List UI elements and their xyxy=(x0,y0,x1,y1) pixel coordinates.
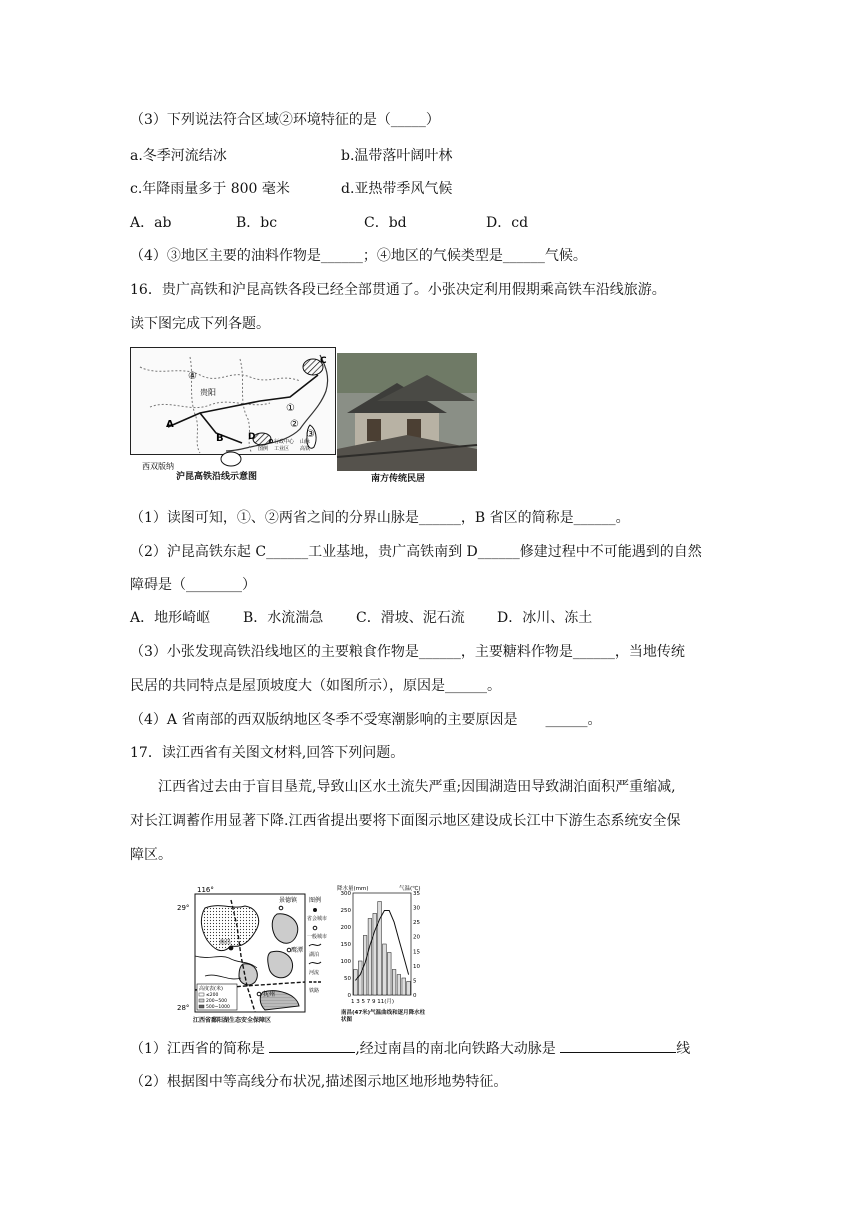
poyang-map-caption: 江西省鄱阳湖生态安全保障区 xyxy=(193,1017,272,1024)
q16-part2-line1: （2）沪昆高铁东起 C______工业基地，贵广高铁南到 D______修建过程中不可能遇到的自然 xyxy=(130,544,702,560)
photo-caption: 南方传统民居 xyxy=(371,474,426,484)
y-tick-right: 20 xyxy=(413,934,420,941)
legend-lake: 湖泊 xyxy=(309,952,320,958)
city-fuzhou: 抚州 xyxy=(263,991,276,998)
q17-paragraph-line2: 对长江调蓄作用显著下降.江西省提出要将下面图示地区建设成长江中下游生态系统安全保 xyxy=(130,813,681,829)
q16-intro: 16．贵广高铁和沪昆高铁各段已经全部贯通了。小张决定利用假期乘高铁车沿线旅游。 xyxy=(130,282,666,298)
q17-part1 xyxy=(130,1038,690,1059)
lat29-label: 29° xyxy=(177,904,190,912)
poyang-map-drawing xyxy=(177,886,335,1026)
q17-paragraph-line3: 障区。 xyxy=(130,847,172,863)
q16-choice-c: C．滑坡、泥石流 xyxy=(356,610,465,626)
traditional-house-photo xyxy=(337,353,477,485)
elev-title: 高度表(米) xyxy=(199,986,223,992)
y-tick-left: 250 xyxy=(340,908,351,914)
city-yingtan: 鹰潭 xyxy=(291,947,304,954)
map-legend-title: 图例 xyxy=(258,446,269,452)
y-tick-left: 50 xyxy=(344,976,351,982)
climate-chart-caption: 南昌(47米)气温曲线和逐月降水柱状图 xyxy=(341,1010,426,1023)
legend-rail: 铁路 xyxy=(309,988,320,994)
precip-bar xyxy=(392,970,396,996)
q16-part3-line1: （3）小张发现高铁沿线地区的主要粮食作物是______，主要糖料作物是______，当地传统 xyxy=(130,644,685,660)
q15-choice-a: A．ab xyxy=(130,215,172,231)
q16-part3-line2: 民居的共同特点是屋顶坡度大（如图所示），原因是______。 xyxy=(130,678,501,694)
y-tick-right: 5 xyxy=(413,978,417,985)
elev-1: ≤200 xyxy=(206,993,219,998)
map-label-4: ④ xyxy=(188,371,197,382)
map-legend-rail: 高铁 xyxy=(300,446,311,452)
chart-ylabel-left: 降水量(mm) xyxy=(337,886,369,892)
elev-2: 200~500 xyxy=(206,999,227,1004)
map-label-d: D xyxy=(248,432,256,442)
q15-choice-b: B．bc xyxy=(236,215,278,231)
climate-chart-svg xyxy=(337,883,437,1011)
y-tick-left: 150 xyxy=(340,942,351,948)
q16-part1: （1）读图可知，①、②两省之间的分界山脉是______，B 省区的简称是______。 xyxy=(130,510,630,526)
y-tick-left: 300 xyxy=(340,891,351,897)
precip-bar xyxy=(402,978,406,995)
legend-capital: 省会城市 xyxy=(307,916,328,922)
map-label-xishuangbanna: 西双版纳 xyxy=(142,462,174,471)
q15-option-b: b.温带落叶阔叶林 xyxy=(341,148,453,164)
q17-paragraph-line1: 江西省过去由于盲目垦荒,导致山区水土流失严重;因围湖造田导致湖泊面积严重缩减, xyxy=(158,779,676,795)
q15-choice-c: C．bd xyxy=(364,215,407,231)
city-nanchang: 南昌 xyxy=(219,939,232,946)
y-tick-right: 35 xyxy=(413,891,420,897)
q16-choice-d: D．冰川、冻土 xyxy=(497,610,593,626)
y-tick-right: 15 xyxy=(413,949,420,956)
y-tick-right: 0 xyxy=(413,993,417,999)
q17-intro: 17．读江西省有关图文材料,回答下列问题。 xyxy=(130,745,405,761)
y-tick-right: 10 xyxy=(413,963,420,970)
q15-option-d: d.亚热带季风气候 xyxy=(341,181,453,197)
x-tick-labels: 1 3 5 7 9 11(月) xyxy=(351,999,395,1005)
legend-city: 一般城市 xyxy=(307,934,328,940)
precip-bar xyxy=(383,944,387,995)
q15-part3: （3）下列说法符合区域②环境特征的是（_____） xyxy=(130,112,440,128)
y-tick-right: 30 xyxy=(413,905,420,912)
lat28-label: 28° xyxy=(177,1004,190,1012)
poyang-lake-map xyxy=(177,886,335,1026)
q17-part2: （2）根据图中等高线分布状况,描述图示地区地形地势特征。 xyxy=(130,1074,508,1090)
map-legend-industry: 工业区 xyxy=(274,446,290,452)
precip-bar xyxy=(368,919,372,996)
map-drawing xyxy=(130,347,336,471)
q16-part2-line2: 障碍是（________） xyxy=(130,577,256,593)
map-legend-admin: 行政中心 xyxy=(274,439,295,445)
q16-part4: （4）A 省南部的西双版纳地区冬季不受寒潮影响的主要原因是 ______。 xyxy=(130,712,602,728)
q15-part4: （4）③地区主要的油料作物是______；④地区的气候类型是______气候。 xyxy=(130,248,587,264)
precip-bar xyxy=(397,975,401,995)
precip-bar xyxy=(407,981,411,995)
y-tick-left: 100 xyxy=(340,959,351,965)
precip-bar xyxy=(354,970,358,996)
map-legend-mountain: 山脉 xyxy=(300,439,311,445)
precip-bar xyxy=(358,961,362,995)
legend-title: 图例 xyxy=(309,897,322,904)
map-label-b: B xyxy=(216,433,224,444)
precip-bar xyxy=(387,953,391,996)
q17-part1-suffix: 线 xyxy=(676,1041,691,1057)
q15-option-a: a.冬季河流结冰 xyxy=(130,148,227,164)
lon-label: 116° xyxy=(197,886,214,894)
y-tick-left: 0 xyxy=(347,993,351,999)
house-image xyxy=(337,353,477,471)
q17-part1-mid: ,经过南昌的南北向铁路大动脉是 xyxy=(355,1041,561,1057)
map-label-guiyang: 贵阳 xyxy=(200,388,216,397)
nanchang-climate-chart xyxy=(337,883,437,1028)
legend-river: 河流 xyxy=(309,970,320,976)
q15-choice-d: D．cd xyxy=(486,215,529,231)
elev-3: 500~1000 xyxy=(206,1005,230,1010)
answer-blank-abbreviation[interactable] xyxy=(269,1038,355,1053)
nanchang-marker xyxy=(229,946,234,951)
y-tick-right: 25 xyxy=(413,920,420,927)
map-label-c: C xyxy=(320,356,327,366)
hukun-railway-map xyxy=(130,347,336,480)
chart-ylabel-right: 气温(℃) xyxy=(399,886,421,892)
y-tick-left: 200 xyxy=(340,925,351,931)
map-label-1: ① xyxy=(286,403,295,414)
q17-part1-prefix: （1）江西省的简称是 xyxy=(130,1041,270,1057)
q16-instruction: 读下图完成下列各题。 xyxy=(130,316,270,332)
city-jingdezhen: 景德镇 xyxy=(279,897,298,904)
precip-bar xyxy=(373,913,377,995)
q16-choice-b: B．水流湍急 xyxy=(243,610,324,626)
map-label-a: A xyxy=(166,419,174,430)
precip-bar xyxy=(378,902,382,996)
q15-option-c: c.年降雨量多于 800 毫米 xyxy=(130,181,290,197)
answer-blank-railway[interactable] xyxy=(560,1038,676,1053)
q16-choice-a: A．地形崎岖 xyxy=(130,610,211,626)
map-label-2: ② xyxy=(290,419,299,430)
map-label-3: ③ xyxy=(306,429,315,440)
map-caption: 沪昆高铁沿线示意图 xyxy=(176,472,258,482)
